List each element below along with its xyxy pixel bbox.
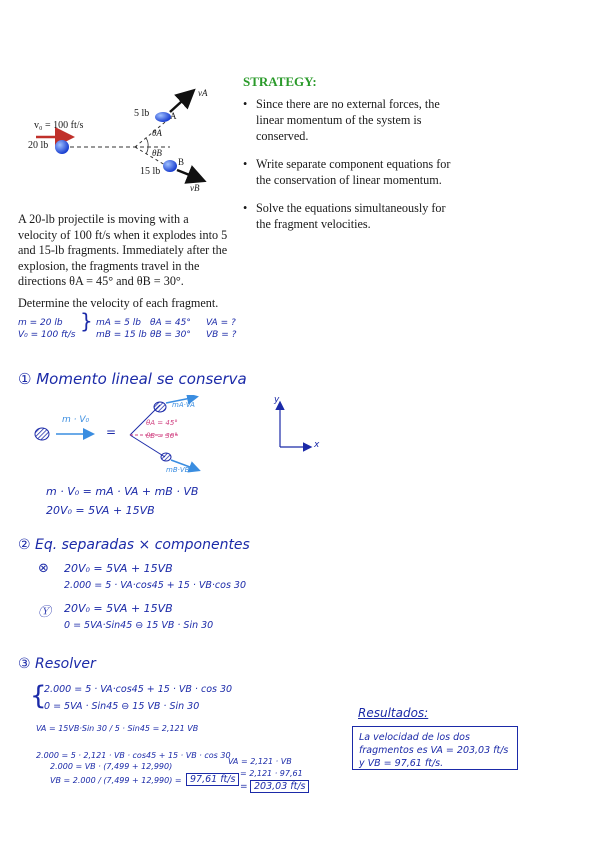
frag-b-ball (161, 453, 171, 461)
given-v0: V₀ = 100 ft/s (18, 330, 76, 340)
angle-b-label: θB = 30° (146, 432, 178, 440)
step3-title: ③ Resolver (18, 656, 96, 672)
weight-5: 5 lb (134, 108, 150, 119)
momentum-eq-1: m · V₀ = mA · VA + mB · VB (46, 485, 199, 498)
equals-sign: = (106, 425, 117, 439)
y-eq-1: 20V₀ = 5VA + 15VB (64, 602, 173, 615)
results-title: Resultados: (358, 706, 429, 720)
results-box (352, 726, 518, 770)
axis-y-label: y (274, 395, 280, 405)
strategy-title: STRATEGY: (243, 74, 317, 89)
projectile-ball (55, 140, 69, 154)
theta-a-label: θA (152, 128, 162, 138)
momentum-eq-2: 20V₀ = 5VA + 15VB (46, 504, 155, 517)
given-theta-a: θA = 45° (150, 318, 191, 328)
mass-ball (35, 428, 49, 440)
weight-15: 15 lb (140, 166, 161, 177)
va-result: 203,03 ft/s (250, 780, 309, 793)
fragment-a (155, 112, 171, 122)
mava-label: mA·VA (172, 401, 195, 409)
va-result-eq: = (240, 782, 248, 792)
brace: } (80, 309, 93, 333)
substitution-2: 2.000 = VB · (7,499 + 12,990) (50, 762, 173, 771)
figure-svg (20, 80, 240, 210)
results-line-1: La velocidad de los dos (359, 732, 470, 743)
given-mb: mB = 15 lb (96, 330, 147, 340)
results-line-2: fragmentos es VA = 203,03 ft/s (359, 745, 509, 756)
x-component-marker: ⊗ (38, 561, 49, 576)
step1-title: ① Momento lineal se conserva (18, 370, 247, 388)
problem-text: A 20-lb projectile is moving with a velocity of 100 ft/s when it explodes into 5 and 15-lb fragments. Immediately after the explosion, the fragments travel in the directions θA = 45° and θB = 30°. (18, 212, 228, 288)
va-label: vA (198, 88, 208, 98)
strategy-item: • Since there are no external forces, the linear momentum of the system is conserved. (243, 96, 458, 144)
vb-expression: VB = 2.000 / (7,499 + 12,990) = (50, 776, 182, 785)
strategy-item: • Write separate component equations for the conservation of linear momentum. (243, 156, 458, 188)
given-theta-b: θB = 30° (150, 330, 191, 340)
given-values (18, 309, 278, 344)
axis-x-label: x (314, 440, 320, 450)
strategy-item: • Solve the equations simultaneously for the fragment velocities. (243, 200, 458, 232)
step2-title: ② Eq. separadas × componentes (18, 537, 250, 553)
va-expression: VA = 15VB·Sin 30 / 5 · Sin45 = 2,121 VB (36, 724, 199, 733)
system-eq-1: 2.000 = 5 · VA·cos45 + 15 · VB · cos 30 (44, 684, 233, 695)
mv0-label: m · V₀ (62, 415, 90, 425)
y-eq-2: 0 = 5VA·Sin45 ⊖ 15 VB · Sin 30 (64, 620, 214, 631)
given-va: VA = ? (206, 318, 236, 328)
vb-arrow (177, 170, 202, 180)
system-eq-2: 0 = 5VA · Sin45 ⊖ 15 VB · Sin 30 (44, 701, 200, 712)
weight-20: 20 lb (28, 140, 49, 151)
problem-statement (18, 212, 230, 317)
mbvb-label: mB·VB (166, 466, 190, 474)
substitution-1: 2.000 = 5 · 2,121 · VB · cos45 + 15 · VB · cos 30 (36, 751, 231, 760)
given-m: m = 20 lb (18, 318, 63, 328)
point-a: A (170, 111, 177, 121)
given-ma: mA = 5 lb (96, 318, 141, 328)
explosion-figure (20, 80, 240, 210)
x-eq-1: 20V₀ = 5VA + 15VB (64, 562, 173, 575)
vb-result: 97,61 ft/s (186, 773, 239, 786)
v0-label: v₀ = 100 ft/s (34, 120, 84, 131)
angle-arc-b (146, 147, 148, 154)
given-vb: VB = ? (206, 330, 237, 340)
system-brace: { (30, 681, 47, 711)
va-arrow (170, 92, 192, 112)
problem-question: Determine the velocity of each fragment. (18, 295, 219, 310)
momentum-diagram (30, 395, 330, 485)
strategy-list (243, 96, 458, 244)
y-component-marker: Ⓨ (38, 605, 52, 620)
angle-arc-a (146, 138, 148, 147)
results-line-3: y VB = 97,61 ft/s. (359, 758, 444, 769)
theta-b-label: θB (152, 148, 162, 158)
va-line-1: VA = 2,121 · VB (228, 757, 292, 766)
point-b: B (178, 157, 185, 167)
vb-label: vB (190, 183, 200, 193)
x-eq-2: 2.000 = 5 · VA·cos45 + 15 · VB·cos 30 (64, 580, 247, 591)
frag-a-ball (154, 402, 166, 412)
fragment-b (163, 160, 177, 172)
angle-a-label: θA = 45° (146, 419, 178, 427)
va-line-2: = 2,121 · 97,61 (240, 769, 303, 778)
